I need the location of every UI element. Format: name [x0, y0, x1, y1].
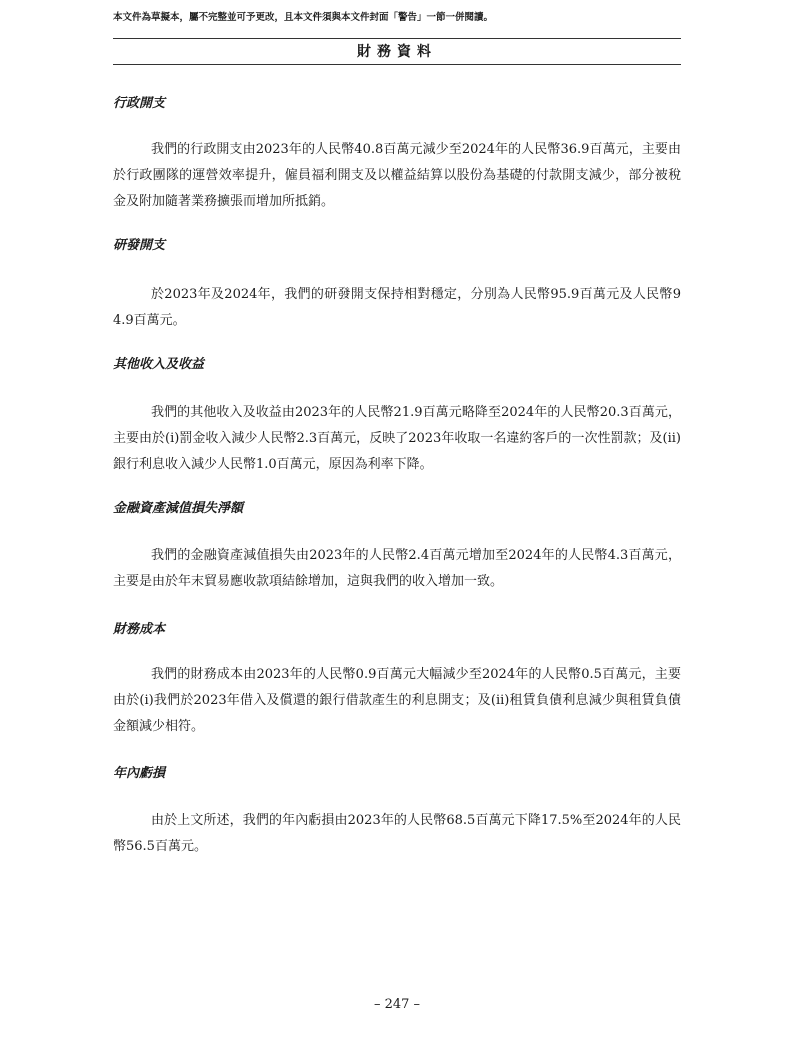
- section-heading-loss-for-year: 年內虧損: [113, 766, 166, 781]
- section-paragraph-rd-expenses: 於2023年及2024年，我們的研發開支保持相對穩定，分別為人民幣95.9百萬元及人民幣94.9百萬元。: [113, 287, 681, 328]
- section-paragraph-other-income: 我們的其他收入及收益由2023年的人民幣21.9百萬元略降至2024年的人民幣20.3百萬元，主要由於(i)罰金收入減少人民幣2.3百萬元，反映了2023年收取一名違約客戶的一次性罰款；及(ii)銀行利息收入減少人民幣1.0百萬元，原因為利率下降。: [113, 405, 681, 472]
- section-paragraph-impairment-losses: 我們的金融資產減值損失由2023年的人民幣2.4百萬元增加至2024年的人民幣4.3百萬元，主要是由於年末貿易應收款項結餘增加，這與我們的收入增加一致。: [113, 548, 681, 589]
- draft-notice: 本文件為草擬本，屬不完整並可予更改，且本文件須與本文件封面「警告」一節一併閱讀。: [113, 12, 494, 23]
- page-number: – 247 –: [373, 997, 421, 1012]
- page-title: 財務資料: [357, 44, 437, 60]
- section-heading-finance-costs: 財務成本: [113, 622, 166, 637]
- header-bottom-rule: [113, 64, 681, 65]
- section-heading-other-income: 其他收入及收益: [113, 357, 205, 372]
- header-top-rule: [113, 38, 681, 39]
- section-paragraph-finance-costs: 我們的財務成本由2023年的人民幣0.9百萬元大幅減少至2024年的人民幣0.5百萬元，主要由於(i)我們於2023年借入及償還的銀行借款產生的利息開支；及(ii)租賃負債利息減少與租賃負債金額減少相符。: [113, 667, 681, 734]
- section-paragraph-admin-expenses: 我們的行政開支由2023年的人民幣40.8百萬元減少至2024年的人民幣36.9百萬元，主要由於行政團隊的運營效率提升，僱員福利開支及以權益結算以股份為基礎的付款開支減少，部分被稅金及附加隨著業務擴張而增加所抵銷。: [113, 142, 681, 209]
- section-heading-admin-expenses: 行政開支: [113, 96, 166, 111]
- section-paragraph-loss-for-year: 由於上文所述，我們的年內虧損由2023年的人民幣68.5百萬元下降17.5%至2024年的人民幣56.5百萬元。: [113, 813, 681, 854]
- section-heading-impairment-losses: 金融資產減值損失淨額: [113, 501, 244, 516]
- section-heading-rd-expenses: 研發開支: [113, 238, 166, 253]
